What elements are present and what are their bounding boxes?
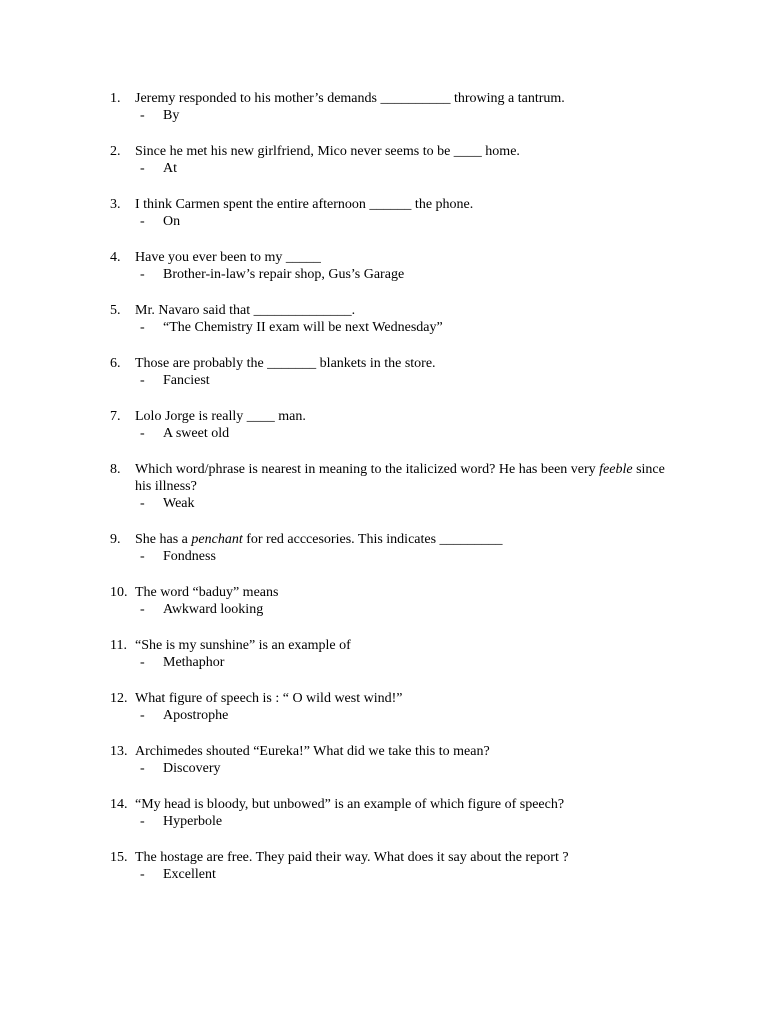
answer-text: A sweet old: [163, 426, 230, 441]
answer-dash: -: [140, 496, 145, 511]
answer-text: By: [163, 108, 180, 123]
answer-row: [135, 160, 712, 177]
answer-row: [135, 425, 712, 442]
answer-row: [135, 266, 712, 283]
question-text-segment: Lolo Jorge is really ____ man.: [135, 409, 306, 424]
question-number: 7.: [110, 409, 121, 424]
answer-row: [135, 866, 712, 883]
question-item: [110, 796, 712, 830]
question-row: [110, 302, 712, 319]
question-text-segment: She has a: [135, 532, 192, 547]
question-row: [110, 743, 712, 760]
question-text-segment: Mr. Navaro said that ______________.: [135, 303, 356, 318]
answer-text: Methaphor: [163, 655, 225, 670]
question-text-italic-segment: penchant: [191, 532, 243, 547]
question-item: [110, 637, 712, 671]
answer-row: [135, 372, 712, 389]
answer-text: Fanciest: [163, 373, 210, 388]
question-item: [110, 531, 712, 565]
question-item: [110, 849, 712, 883]
question-text-segment: Have you ever been to my _____: [135, 250, 321, 265]
question-text-segment: The hostage are free. They paid their way. What does it say about the report ?: [135, 850, 569, 865]
question-item: [110, 408, 712, 442]
answer-row: [135, 601, 712, 618]
answer-text: Discovery: [163, 761, 221, 776]
question-text: [135, 302, 355, 319]
question-row: [110, 584, 712, 601]
answer-dash: -: [140, 320, 145, 335]
question-row: [110, 849, 712, 866]
question-number: 5.: [110, 303, 121, 318]
question-text: [135, 408, 306, 425]
question-number: 11.: [110, 638, 127, 653]
question-text-segment: Jeremy responded to his mother’s demands __________ throwing a tantrum.: [135, 91, 565, 106]
question-text-segment: I think Carmen spent the entire afternoon ______ the phone.: [135, 197, 474, 212]
question-item: [110, 461, 712, 512]
question-item: [110, 355, 712, 389]
answer-dash: -: [140, 549, 145, 564]
question-row: [110, 690, 712, 707]
answer-text: Apostrophe: [163, 708, 229, 723]
question-number: 12.: [110, 691, 128, 706]
question-text: [135, 355, 436, 372]
question-row: [110, 90, 712, 107]
answer-dash: -: [140, 267, 145, 282]
answer-dash: -: [140, 602, 145, 617]
answer-text: Weak: [163, 496, 195, 511]
answer-dash: -: [140, 655, 145, 670]
answer-text: At: [163, 161, 177, 176]
question-text: [135, 637, 351, 654]
question-item: [110, 196, 712, 230]
question-number: 10.: [110, 585, 128, 600]
question-row: [110, 408, 712, 425]
question-item: [110, 690, 712, 724]
question-text-segment: “My head is bloody, but unbowed” is an example of which figure of speech?: [135, 797, 565, 812]
answer-row: [135, 213, 712, 230]
answer-row: [135, 707, 712, 724]
question-text: [135, 584, 278, 601]
question-item: [110, 743, 712, 777]
answer-text: Fondness: [163, 549, 216, 564]
question-row: [110, 637, 712, 654]
question-number: 9.: [110, 532, 121, 547]
answer-row: [135, 495, 712, 512]
question-number: 1.: [110, 91, 121, 106]
question-text-segment: since his illness?: [135, 462, 665, 494]
question-row: [110, 796, 712, 813]
answer-row: [135, 760, 712, 777]
answer-row: [135, 548, 712, 565]
question-row: [110, 143, 712, 160]
answer-dash: -: [140, 108, 145, 123]
answer-row: [135, 813, 712, 830]
answer-dash: -: [140, 708, 145, 723]
question-text: [135, 531, 503, 548]
answer-row: [135, 319, 712, 336]
answer-dash: -: [140, 426, 145, 441]
question-row: [110, 461, 712, 495]
question-row: [110, 249, 712, 266]
question-item: [110, 143, 712, 177]
answer-dash: -: [140, 761, 145, 776]
answer-dash: -: [140, 814, 145, 829]
answer-row: [135, 107, 712, 124]
question-text-segment: Those are probably the _______ blankets in the store.: [135, 356, 436, 371]
question-text-segment: What figure of speech is : “ O wild west wind!”: [135, 691, 403, 706]
question-number: 15.: [110, 850, 128, 865]
question-text: [135, 249, 321, 266]
question-number: 2.: [110, 144, 121, 159]
question-text: [135, 196, 473, 213]
question-text: [135, 796, 564, 813]
question-text-segment: Archimedes shouted “Eureka!” What did we take this to mean?: [135, 744, 490, 759]
question-number: 4.: [110, 250, 121, 265]
question-item: [110, 584, 712, 618]
question-number: 8.: [110, 462, 121, 477]
question-text: [135, 143, 520, 160]
question-text-segment: “She is my sunshine” is an example of: [135, 638, 351, 653]
answer-text: On: [163, 214, 181, 229]
answer-dash: -: [140, 161, 145, 176]
answer-text: “The Chemistry II exam will be next Wednesday”: [163, 320, 443, 335]
answer-text: Awkward looking: [163, 602, 264, 617]
question-text-italic-segment: feeble: [599, 462, 633, 477]
question-row: [110, 355, 712, 372]
question-number: 14.: [110, 797, 128, 812]
answer-dash: -: [140, 214, 145, 229]
question-text-segment: The word “baduy” means: [135, 585, 279, 600]
question-number: 3.: [110, 197, 121, 212]
question-text: [135, 90, 565, 107]
question-text-segment: Since he met his new girlfriend, Mico never seems to be ____ home.: [135, 144, 520, 159]
question-text-segment: for red acccesories. This indicates _________: [242, 532, 503, 547]
question-text: [135, 743, 490, 760]
question-row: [110, 531, 712, 548]
question-row: [110, 196, 712, 213]
question-item: [110, 249, 712, 283]
answer-dash: -: [140, 867, 145, 882]
question-text: [135, 849, 569, 866]
answer-text: Hyperbole: [163, 814, 223, 829]
question-item: [110, 302, 712, 336]
question-list: [110, 90, 712, 883]
answer-row: [135, 654, 712, 671]
question-text: [135, 690, 402, 707]
answer-text: Excellent: [163, 867, 216, 882]
question-text: [135, 461, 683, 495]
question-item: [110, 90, 712, 124]
question-number: 6.: [110, 356, 121, 371]
answer-dash: -: [140, 373, 145, 388]
question-number: 13.: [110, 744, 128, 759]
answer-text: Brother-in-law’s repair shop, Gus’s Garage: [163, 267, 405, 282]
question-text-segment: Which word/phrase is nearest in meaning to the italicized word? He has been very: [135, 462, 600, 477]
